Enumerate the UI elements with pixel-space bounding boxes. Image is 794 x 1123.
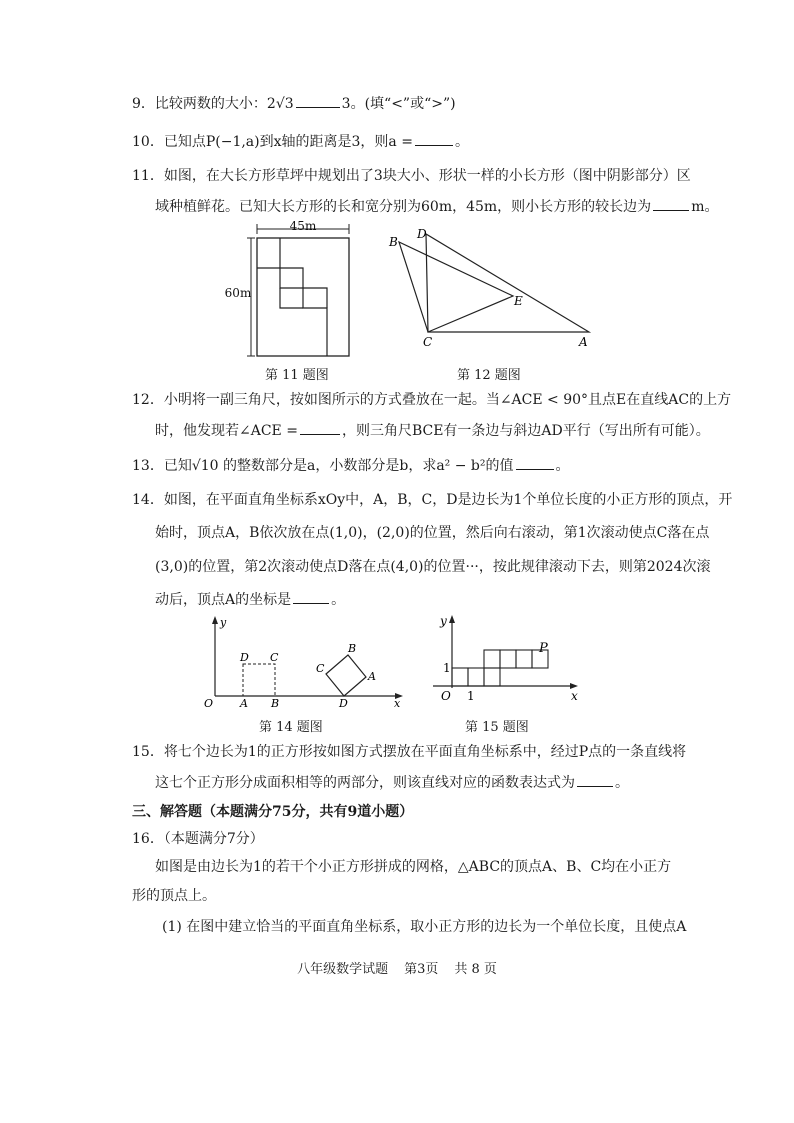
q15-answer-blank[interactable] (577, 772, 613, 787)
q12-line2-text: 时，他发现若∠ACE = (155, 423, 298, 439)
q11-line2-text: 域种植鲜花。已知大长方形的长和宽分别为60m，45m，则小长方形的较长边为 (155, 199, 652, 215)
fig12-label-b: B (389, 235, 398, 249)
q9-text-before: 比较两数的大小：2√3 (154, 96, 294, 112)
fig11-height-label: 60m (225, 286, 252, 300)
figure-15 (425, 610, 585, 705)
question-15-line1 (132, 742, 686, 762)
fig14-label-c-start: C (270, 651, 279, 664)
fig14-caption: 第 14 题图 (259, 720, 323, 735)
q12-answer-blank[interactable] (300, 420, 340, 435)
q9-text-after: 3。(填“<”或“>”) (341, 96, 456, 112)
footer-subject: 八年级数学试题 (297, 962, 389, 977)
section-3-heading: 三、解答题（本题满分75分，共有9道小题） (132, 804, 414, 820)
q12-line1-text: 小明将一副三角尺，按如图所示的方式叠放在一起。当∠ACE < 90°且点E在直线AC的上方 (163, 392, 732, 408)
figure-12 (383, 224, 598, 350)
fig14-label-b: B (271, 697, 280, 710)
q14-line1-text: 如图，在平面直角坐标系xOy中，A，B，C，D是边长为1个单位长度的小正方形的顶点，开 (163, 492, 733, 508)
q13-number: 13． (132, 458, 164, 474)
question-14-line1 (132, 490, 732, 510)
q13-text-before: 已知√10 的整数部分是a，小数部分是b，求a² − b²的值 (163, 458, 514, 474)
footer-total: 共 8 页 (454, 962, 497, 977)
fig12-label-d: D (417, 227, 427, 241)
q9-number: 9． (132, 96, 155, 112)
fig11-width-label: 45m (289, 220, 317, 233)
footer-page: 第3页 (404, 962, 439, 977)
fig12-label-a: A (579, 335, 588, 349)
fig14-label-d-start: D (240, 651, 249, 664)
q15-line1-text: 将七个边长为1的正方形按如图方式摆放在平面直角坐标系中，经过P点的一条直线将 (163, 744, 687, 760)
q13-answer-blank[interactable] (516, 455, 554, 470)
fig12-label-e: E (514, 294, 523, 308)
fig12-triangle-bce (399, 242, 513, 332)
fig15-caption: 第 15 题图 (465, 720, 529, 735)
q16-number: 16． (132, 831, 164, 847)
question-10 (132, 131, 469, 152)
q11-line1-text: 如图，在大长方形草坪中规划出了3块大小、形状一样的小长方形（图中阴影部分）区 (163, 168, 691, 184)
fig14-label-o: O (204, 697, 214, 710)
q13-text-after: 。 (555, 458, 570, 474)
fig15-label-x: x (571, 689, 578, 703)
question-12-line2 (155, 420, 710, 441)
fig12-caption: 第 12 题图 (457, 368, 521, 383)
question-12-line1 (132, 390, 731, 410)
fig14-label-y: y (220, 616, 227, 629)
fig14-label-d-rolled: D (339, 697, 348, 710)
q16-sub1-text: (1) 在图中建立恰当的平面直角坐标系，取小正方形的边长为一个单位长度，且使点A (162, 919, 687, 935)
question-11-line2 (155, 196, 718, 217)
q10-answer-blank[interactable] (415, 131, 453, 146)
fig15-label-one-y: 1 (443, 661, 451, 675)
fig15-squares (452, 650, 548, 686)
q14-line2-text: 始时，顶点A，B依次放在点(1,0)，(2,0)的位置，然后向右滚动，第1次滚动使点C落在点 (155, 525, 710, 541)
q14-answer-blank[interactable] (293, 589, 329, 604)
q14-line4-after: 。 (331, 592, 346, 608)
q16-score: （本题满分7分） (163, 831, 264, 847)
q12-number: 12． (132, 392, 164, 408)
q16-line2-text: 形的顶点上。 (132, 888, 216, 904)
fig14-square-rolled (326, 655, 366, 696)
question-9 (132, 93, 456, 114)
question-13 (132, 455, 570, 476)
fig12-label-c: C (423, 335, 433, 349)
q14-number: 14． (132, 492, 164, 508)
fig15-label-one-x: 1 (467, 689, 475, 703)
q14-line4-text: 动后，顶点A的坐标是 (155, 592, 292, 608)
question-16-header (132, 829, 264, 849)
fig14-label-c-rolled: C (316, 662, 325, 675)
fig14-label-a: A (240, 697, 248, 710)
fig11-caption: 第 11 题图 (265, 368, 329, 383)
q11-line2-after: m。 (691, 199, 719, 215)
q14-line3-text: (3,0)的位置，第2次滚动使点D落在点(4,0)的位置···，按此规律滚动下去，则第2024次滚 (155, 559, 711, 575)
fig12-triangle-acd (426, 234, 589, 332)
fig15-label-o: O (441, 689, 451, 703)
q9-answer-blank[interactable] (296, 93, 340, 108)
question-15-line2 (155, 772, 629, 793)
q16-line1-text: 如图是由边长为1的若干个小正方形拼成的网格，△ABC的顶点A、B、C均在小正方 (155, 859, 672, 875)
q11-number: 11． (132, 168, 164, 184)
q11-answer-blank[interactable] (653, 196, 689, 211)
q15-number: 15． (132, 744, 164, 760)
fig14-label-a-rolled: A (368, 670, 376, 683)
question-14-line4 (155, 589, 345, 610)
q10-text-after: 。 (454, 134, 469, 150)
figure-14 (198, 614, 408, 710)
fig14-label-b-rolled: B (348, 642, 357, 655)
fig15-label-y: y (440, 614, 447, 628)
q12-line2-after: ，则三角尺BCE有一条边与斜边AD平行（写出所有可能）。 (341, 423, 710, 439)
q10-number: 10． (132, 134, 164, 150)
fig14-label-x: x (394, 697, 401, 710)
q15-line2-text: 这七个正方形分成面积相等的两部分，则该直线对应的函数表达式为 (155, 775, 575, 791)
q15-line2-after: 。 (615, 775, 629, 791)
q10-text-before: 已知点P(−1,a)到x轴的距离是3，则a = (163, 134, 413, 150)
page-footer (0, 958, 794, 977)
fig15-label-p: P (539, 641, 548, 656)
fig14-square-start (243, 664, 275, 696)
figure-11 (225, 220, 360, 360)
question-11-line1 (132, 166, 691, 186)
